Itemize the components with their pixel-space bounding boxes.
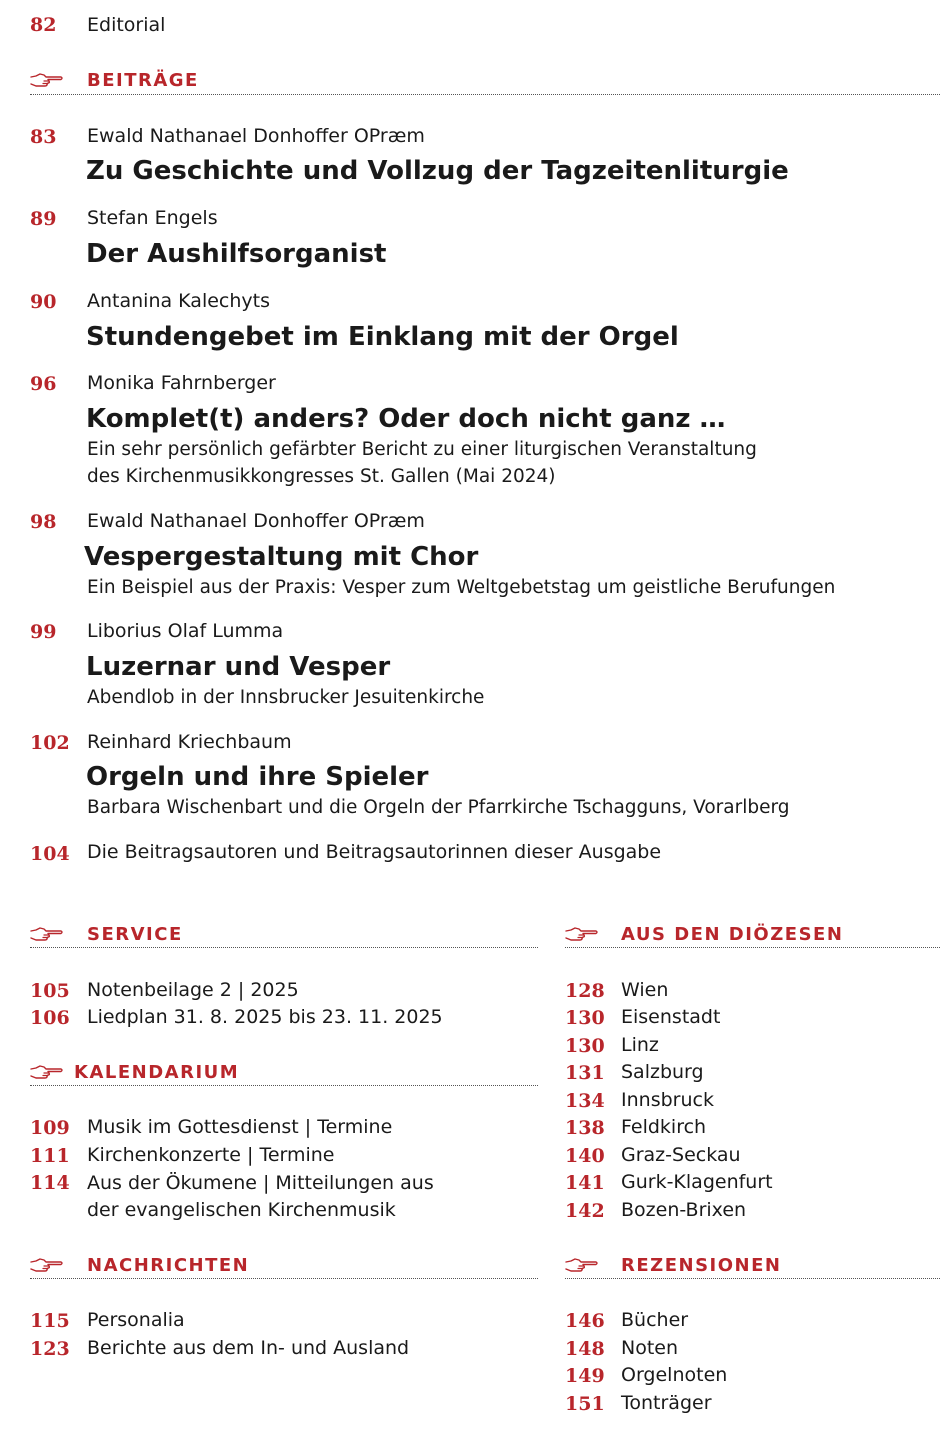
article-subtitle: Abendlob in der Innsbrucker Jesuitenkirche [87, 687, 485, 708]
page-number: 104 [30, 843, 70, 865]
page-number: 130 [565, 1035, 605, 1057]
list-item[interactable]: Eisenstadt [621, 1006, 721, 1028]
list-item[interactable]: Bozen-Brixen [621, 1199, 747, 1221]
pointing-hand-icon [30, 72, 64, 88]
article-subtitle: Ein Beispiel aus der Praxis: Vesper zum Weltgebetstag um geistliche Berufungen [87, 577, 836, 598]
page-number: 106 [30, 1007, 70, 1029]
page-number: 89 [30, 208, 57, 230]
page-number: 134 [565, 1090, 605, 1112]
page-number: 151 [565, 1393, 605, 1415]
page-number: 105 [30, 980, 70, 1002]
article-title[interactable]: Luzernar und Vesper [86, 652, 391, 682]
page-number: 131 [565, 1062, 605, 1084]
list-item[interactable]: Wien [621, 979, 669, 1001]
section-header-beitraege [30, 65, 199, 95]
section-title: BEITRÄGE [87, 69, 199, 91]
page-number: 138 [565, 1117, 605, 1139]
section-header-rezensionen [565, 1250, 781, 1280]
list-item[interactable]: Liedplan 31. 8. 2025 bis 23. 11. 2025 [87, 1006, 443, 1028]
section-header-nachrichten [30, 1250, 249, 1280]
article-title[interactable]: Stundengebet im Einklang mit der Orgel [86, 322, 679, 352]
dotted-divider [30, 94, 940, 95]
article-author: Reinhard Kriechbaum [87, 731, 292, 753]
page-number: 111 [30, 1145, 70, 1167]
page-number: 141 [565, 1172, 605, 1194]
list-item[interactable]: Personalia [87, 1309, 185, 1331]
page-number: 142 [565, 1200, 605, 1222]
list-item[interactable]: Gurk-Klagenfurt [621, 1171, 773, 1193]
dotted-divider [30, 947, 538, 948]
list-item[interactable]: Noten [621, 1337, 679, 1359]
section-title: NACHRICHTEN [87, 1254, 250, 1276]
editorial-label[interactable]: Editorial [87, 14, 166, 36]
article-author: Antanina Kalechyts [87, 290, 270, 312]
page-number: 149 [565, 1365, 605, 1387]
article-author: Ewald Nathanael Donhoffer OPræm [87, 510, 425, 532]
article-title[interactable]: Orgeln und ihre Spieler [86, 762, 429, 792]
list-item[interactable]: Berichte aus dem In- und Ausland [87, 1337, 410, 1359]
page-number: 140 [565, 1145, 605, 1167]
dotted-divider [565, 947, 940, 948]
article-title[interactable]: Der Aushilfsorganist [86, 239, 387, 269]
article-subtitle: Barbara Wischenbart und die Orgeln der Pfarrkirche Tschagguns, Vorarlberg [87, 797, 790, 818]
dotted-divider [30, 1085, 538, 1086]
page-number: 128 [565, 980, 605, 1002]
list-item[interactable]: Feldkirch [621, 1116, 707, 1138]
page-number: 148 [565, 1338, 605, 1360]
list-item[interactable]: Bücher [621, 1309, 689, 1331]
pointing-hand-icon [30, 926, 64, 942]
pointing-hand-icon [565, 1257, 599, 1273]
list-item[interactable]: Musik im Gottesdienst | Termine [87, 1116, 393, 1138]
list-item[interactable]: Linz [621, 1034, 659, 1056]
page-number: 96 [30, 373, 57, 395]
section-title: KALENDARIUM [74, 1061, 240, 1083]
list-item[interactable]: Orgelnoten [621, 1364, 728, 1386]
article-author: Stefan Engels [87, 207, 218, 229]
page-number: 99 [30, 621, 57, 643]
list-item[interactable]: Tonträger [621, 1392, 712, 1414]
pointing-hand-icon [30, 1257, 64, 1273]
page-number: 130 [565, 1007, 605, 1029]
page-number: 102 [30, 732, 70, 754]
page-number: 98 [30, 511, 57, 533]
article-author: Ewald Nathanael Donhoffer OPræm [87, 125, 425, 147]
dotted-divider [565, 1278, 940, 1279]
article-author: Liborius Olaf Lumma [87, 620, 284, 642]
section-header-kalendarium [30, 1057, 239, 1087]
dotted-divider [30, 1278, 538, 1279]
article-title[interactable]: Zu Geschichte und Vollzug der Tagzeitenliturgie [86, 156, 789, 186]
list-item[interactable]: Graz-Seckau [621, 1144, 741, 1166]
article-title[interactable]: Die Beitragsautoren und Beitragsautorinnen dieser Ausgabe [87, 841, 662, 863]
page-number: 114 [30, 1172, 70, 1194]
section-header-dioezesen [565, 919, 843, 949]
page-number: 115 [30, 1310, 70, 1332]
list-item[interactable]: Innsbruck [621, 1089, 714, 1111]
page-number: 83 [30, 126, 57, 148]
list-item[interactable]: Salzburg [621, 1061, 704, 1083]
list-item[interactable]: Notenbeilage 2 | 2025 [87, 979, 299, 1001]
article-title[interactable]: Komplet(t) anders? Oder doch nicht ganz … [86, 404, 726, 434]
page-number: 82 [30, 14, 57, 36]
article-title[interactable]: Vespergestaltung mit Chor [84, 542, 479, 572]
page-number: 109 [30, 1117, 70, 1139]
article-author: Monika Fahrnberger [87, 372, 276, 394]
list-item[interactable]: Kirchenkonzerte | Termine [87, 1144, 335, 1166]
list-item[interactable]: Aus der Ökumene | Mitteilungen aus der evangelischen Kirchenmusik [87, 1172, 434, 1221]
section-title: AUS DEN DIÖZESEN [621, 923, 844, 945]
section-title: REZENSIONEN [621, 1254, 782, 1276]
page-number: 123 [30, 1338, 70, 1360]
article-subtitle: Ein sehr persönlich gefärbter Bericht zu einer liturgischen Veranstaltung des Kirchenmusikkongresses St. Gallen (Mai 2024) [87, 439, 757, 487]
pointing-hand-icon [30, 1064, 64, 1080]
section-header-service [30, 919, 183, 949]
page-number: 90 [30, 291, 57, 313]
page-number: 146 [565, 1310, 605, 1332]
section-title: SERVICE [87, 923, 183, 945]
pointing-hand-icon [565, 926, 599, 942]
